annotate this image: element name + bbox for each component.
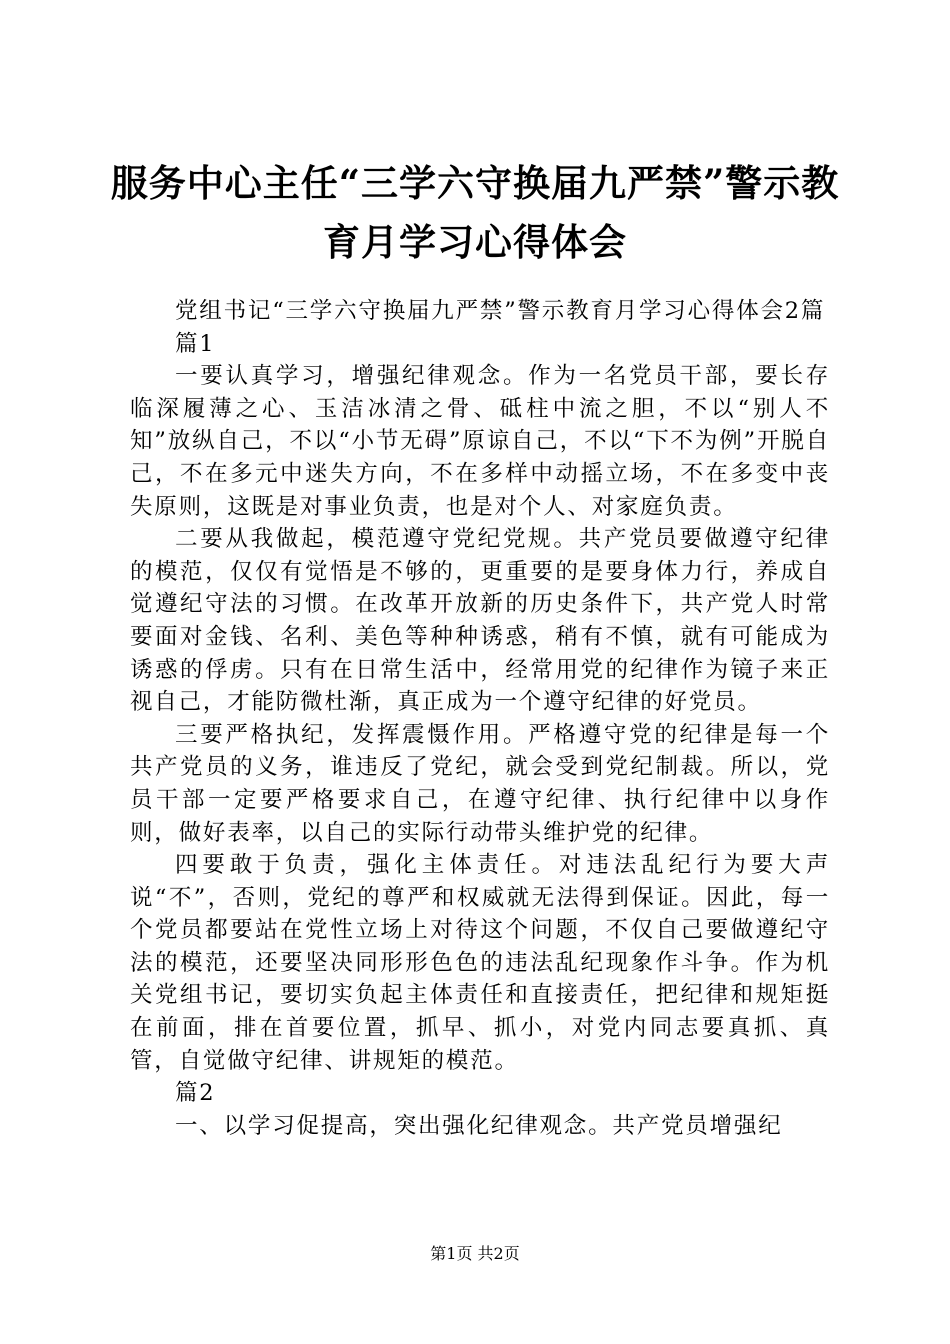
document-title-line-1: 服务中心主任“三学六守换届九严禁”警示教	[110, 161, 840, 205]
paragraph: 一、以学习促提高，突出强化纪律观念。共产党员增强纪	[175, 1112, 783, 1139]
subtitle-paragraph: 党组书记“三学六守换届九严禁”警示教育月学习心得体会2篇	[175, 298, 826, 324]
paragraph: 四要敢于负责，强化主体责任。对违法乱纪行为要大声说“不”，否则，党纪的尊严和权威就无法得到保证。因此，每一个党员都要站在党性立场上对待这个问题，不仅自己要做遵纪守法的模范，还要坚决同形形色色的违法乱纪现象作斗争。作为机关党组书记，要切实负起主体责任和直接责任，把纪律和规矩挺在前面，排在首要位置，抓早、抓小，对党内同志要真抓、真管，自觉做守纪律、讲规矩的模范。	[130, 852, 830, 1074]
page-number-footer: 第1页 共2页	[430, 1244, 520, 1263]
section-heading-2: 篇2	[175, 1080, 216, 1107]
paragraph: 二要从我做起，模范遵守党纪党规。共产党员要做遵守纪律的模范，仅仅有觉悟是不够的，更重要的是要身体力行，养成自觉遵纪守法的习惯。在改革开放新的历史条件下，共产党人时常要面对金钱、名利、美色等种种诱惑，稍有不慎，就有可能成为诱惑的俘虏。只有在日常生活中，经常用党的纪律作为镜子来正视自己，才能防微杜渐，真正成为一个遵守纪律的好党员。	[130, 526, 830, 716]
section-heading-1: 篇1	[175, 330, 216, 357]
document-title-line-2: 育月学习心得体会	[323, 220, 627, 264]
paragraph: 一要认真学习，增强纪律观念。作为一名党员干部，要长存临深履薄之心、玉洁冰清之骨、砥柱中流之胆，不以“别人不知”放纵自己，不以“小节无碍”原谅自己，不以“下不为例”开脱自己，不在多元中迷失方向，不在多样中动摇立场，不在多变中丧失原则，这既是对事业负责，也是对个人、对家庭负责。	[130, 363, 830, 520]
paragraph: 三要严格执纪，发挥震慑作用。严格遵守党的纪律是每一个共产党员的义务，谁违反了党纪，就会受到党纪制裁。所以，党员干部一定要严格要求自己，在遵守纪律、执行纪律中以身作则，做好表率，以自己的实际行动带头维护党的纪律。	[130, 721, 830, 846]
document-body	[130, 295, 830, 1142]
